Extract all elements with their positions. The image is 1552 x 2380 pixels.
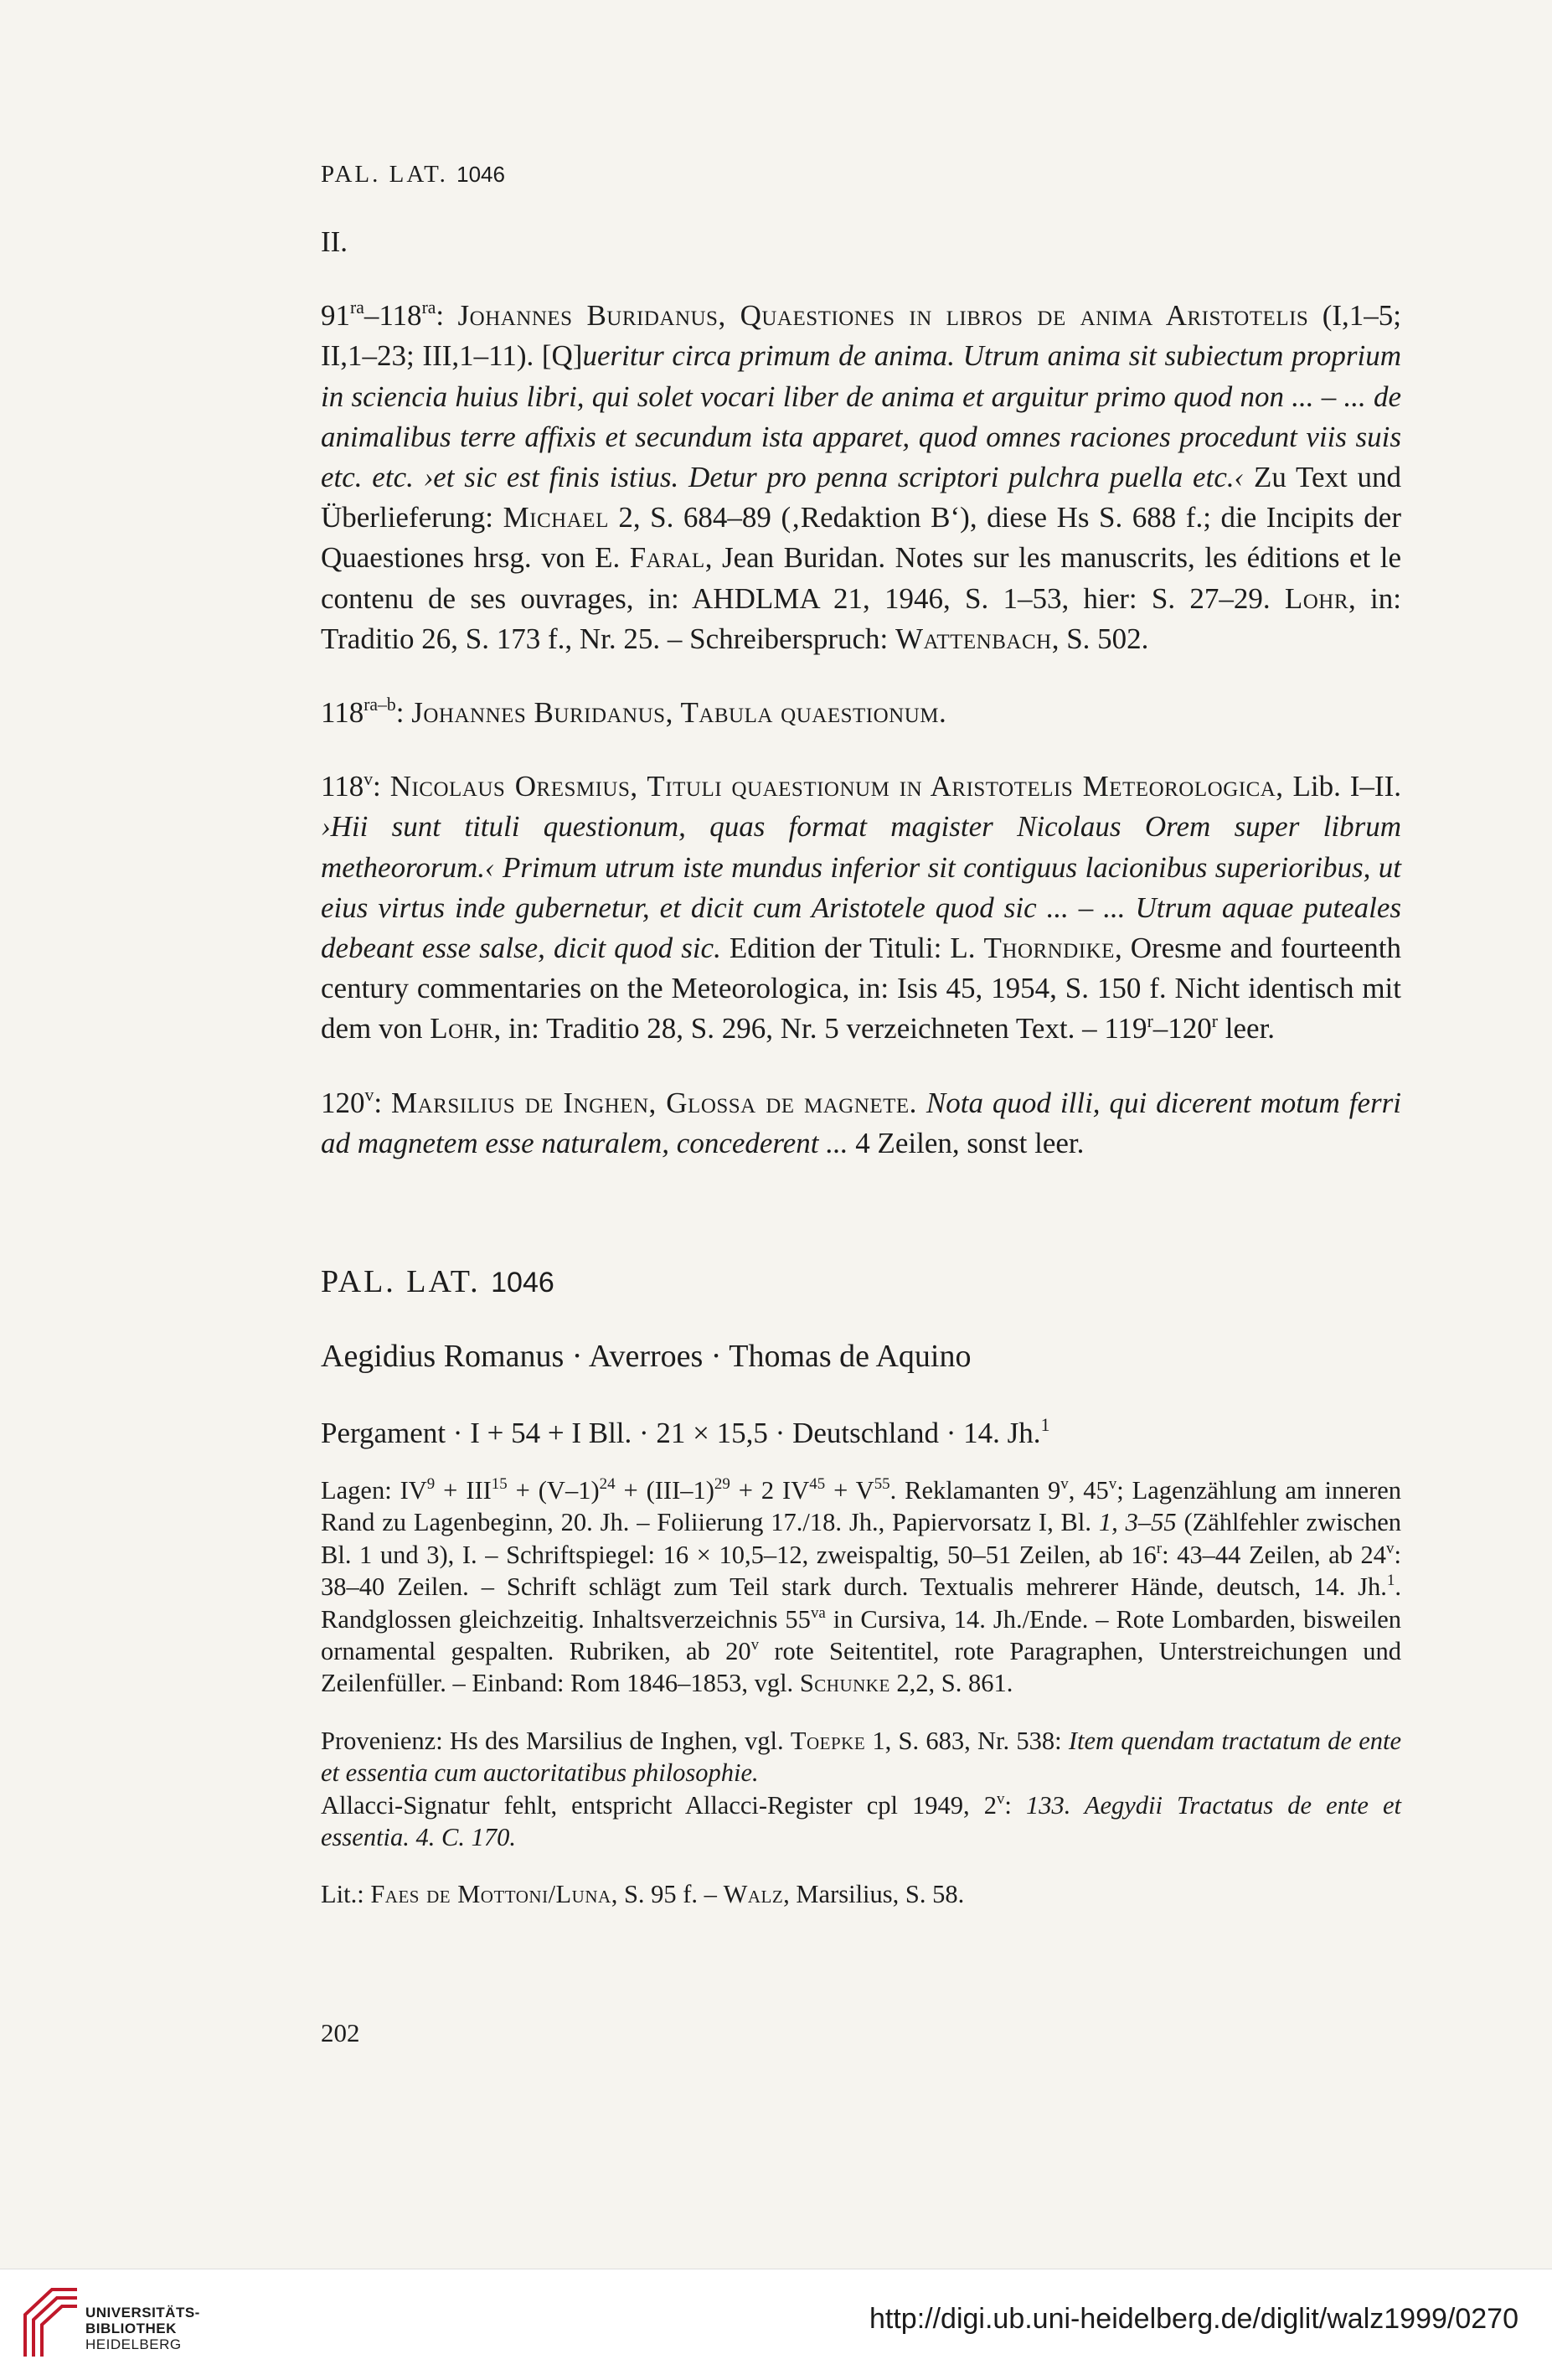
prev-paragraph-1 — [321, 296, 1401, 659]
author-ref: Walz — [723, 1880, 784, 1909]
sup: 55 — [874, 1474, 890, 1493]
text-run: , Jean Buridan. Notes sur les manuscrits, les éditions et le contenu de ses ouvrages, in: AHDLMA 21, 1946, S. 1–53, hier: S. 27–29. — [321, 541, 1401, 615]
italic-run: Item quendam tractatum de ente et essentia cum auctoritatibus philosophie. — [321, 1726, 1402, 1788]
text-run: , S. 502. — [1051, 622, 1149, 655]
author-ref: Thorndike — [983, 932, 1115, 965]
description-block — [321, 1474, 1401, 1911]
roman-numeral: II. — [321, 225, 348, 258]
text-run: , 45 — [1068, 1476, 1109, 1505]
colon: : — [374, 1086, 392, 1119]
physical-description — [321, 1417, 1049, 1450]
text-run: (I,1–5; II,1–23; III,1–11). [Q] — [321, 299, 1401, 373]
sup: 45 — [809, 1474, 826, 1493]
author-ref: Lohr — [430, 1012, 494, 1045]
sup: v — [1386, 1539, 1395, 1557]
provenienz-paragraph — [321, 1725, 1401, 1789]
prev-paragraph-3 — [321, 767, 1401, 1049]
section-heading — [321, 1263, 554, 1300]
folio: 118 — [321, 770, 364, 803]
work-title: Nicolaus Oresmius, Tituli quaestionum in Aristotelis Meteorologica, — [389, 770, 1284, 803]
text-run: + III — [435, 1476, 492, 1505]
text-run: : 43–44 Zeilen, ab 24 — [1162, 1540, 1387, 1569]
prev-paragraph-4 — [321, 1083, 1401, 1164]
allacci-paragraph — [321, 1789, 1401, 1854]
author-ref: Toepke — [790, 1726, 866, 1755]
text-run: 1, S. 683, Nr. 538: — [865, 1726, 1069, 1755]
text-run: + V — [825, 1476, 874, 1505]
incipit-text: Nota quod illi, qui dicerent motum ferri ad magnetem esse naturalem, concederent ... — [321, 1086, 1401, 1159]
text-run: 2, S. 684–89 (‚Redaktion B‘), diese Hs S. 688 f.; die Incipits der Quaestiones hrsg. von E. — [321, 501, 1401, 575]
folio-sup: ra — [421, 297, 436, 318]
library-name — [85, 2305, 200, 2352]
folio: 118 — [321, 696, 364, 730]
text-run: in Cursiva, 14. Jh./Ende. – Rote Lombarden, bisweilen ornamental gespalten. Rubriken, ab 20 — [321, 1604, 1401, 1666]
folio-sup: v — [364, 768, 374, 789]
prev-paragraph-2 — [321, 693, 1401, 733]
author-ref: Michael — [503, 501, 609, 534]
text-run: Zu Text und Überlieferung: — [321, 461, 1401, 534]
text-run: , in: Traditio 28, S. 296, Nr. 5 verzeichneten Text. – 119 — [493, 1012, 1147, 1045]
running-head-number: 1046 — [456, 162, 505, 187]
author-ref: Faes de Mottoni/Luna — [370, 1880, 611, 1909]
footer-bar — [0, 2269, 1552, 2380]
logo-line: BIBLIOTHEK — [85, 2321, 177, 2336]
text-run: Lib. I–II. — [1283, 770, 1401, 803]
authors-line: Aegidius Romanus · Averroes · Thomas de Aquino — [321, 1339, 972, 1374]
sup: 15 — [491, 1474, 508, 1493]
running-head-text: PAL. LAT. — [321, 161, 448, 188]
text-run: . Randglossen gleichzeitig. Inhaltsverzeichnis 55 — [321, 1572, 1401, 1634]
text-run: leer. — [1218, 1012, 1276, 1045]
author-ref: Wattenbach — [895, 622, 1052, 655]
sup: v — [1108, 1474, 1117, 1493]
folio: –118 — [364, 299, 422, 333]
text-run: , in: Traditio 26, S. 173 f., Nr. 25. – Schreiberspruch: — [321, 581, 1401, 655]
colon: : — [436, 299, 458, 333]
colon: : — [373, 770, 390, 803]
sup: va — [810, 1603, 826, 1622]
sup: 9 — [426, 1474, 436, 1493]
sup: 29 — [714, 1474, 730, 1493]
work-title: Johannes Buridanus, Quaestiones in libros de anima Aristotelis — [457, 299, 1309, 333]
text-run: 2,2, S. 861. — [889, 1669, 1013, 1698]
sup: 24 — [599, 1474, 616, 1493]
footnote-marker: 1 — [1040, 1415, 1050, 1436]
text-run: : — [1004, 1790, 1026, 1820]
section-heading-text: PAL. LAT. — [321, 1264, 481, 1299]
folio-sup: r — [1147, 1010, 1153, 1031]
author-ref: Schunke — [799, 1669, 890, 1698]
logo-line: UNIVERSITÄTS- — [85, 2305, 200, 2321]
text-run: ; Lagenzählung am inneren Rand zu Lagenbeginn, 20. Jh. – Foliierung 17./18. Jh., Papiervorsatz I, Bl. — [321, 1476, 1401, 1537]
sup: r — [1156, 1539, 1163, 1557]
lagen-paragraph — [321, 1474, 1401, 1700]
author-ref: Faral — [629, 541, 705, 575]
text-run: , Marsilius, S. 58. — [783, 1880, 965, 1909]
text-run: + 2 IV — [730, 1476, 810, 1505]
italic-run: 133. Aegydii Tractatus de ente et essentia. 4. C. 170. — [321, 1790, 1401, 1852]
work-title: Marsilius de Inghen, Glossa de magnete. — [391, 1086, 917, 1119]
text-run: Lit.: — [321, 1880, 371, 1909]
colon: : — [395, 696, 412, 730]
folio-sup: v — [364, 1084, 374, 1105]
text-run: Provenienz: Hs des Marsilius de Inghen, vgl. — [321, 1726, 791, 1755]
text-run: –120 — [1152, 1012, 1212, 1045]
italic-run: 1, 3–55 — [1098, 1508, 1177, 1537]
folio-sup: r — [1211, 1010, 1219, 1031]
running-head — [321, 161, 505, 188]
text-run: 4 Zeilen, sonst leer. — [848, 1126, 1085, 1159]
text-run: , S. 95 f. – — [611, 1880, 724, 1909]
author-ref: Lohr — [1284, 581, 1349, 615]
sup: v — [1060, 1474, 1069, 1493]
folio-sup: ra — [350, 297, 364, 318]
sup: 1 — [1386, 1572, 1395, 1590]
text-run: (Zählfehler zwischen Bl. 1 und 3), I. – Schriftspiegel: 16 × 10,5–12, zweispaltig, 50–51 Zeilen, ab 16 — [321, 1508, 1401, 1569]
text-run: Lagen: IV — [321, 1476, 427, 1505]
text-run: + (III–1) — [615, 1476, 714, 1505]
logo-line: HEIDELBERG — [85, 2336, 182, 2352]
sup: v — [750, 1635, 760, 1654]
text-run: Allacci-Signatur fehlt, entspricht Allacci-Register cpl 1949, 2 — [321, 1790, 997, 1820]
sup: v — [996, 1789, 1005, 1808]
incipit-text: ueritur circa primum de anima. Utrum anima sit subiectum proprium in sciencia huius libri, qui solet vocari liber de anima et arguitur primo quod non ... – ... de animalibus terre affixis et secundum ista apparet, quod omnes raciones procedunt viis suis etc. etc. ›et sic est finis istius. Detur pro penna scriptori pulchra puella etc.‹ — [321, 339, 1401, 494]
text-run: . Reklamanten 9 — [889, 1476, 1061, 1505]
section-heading-number: 1046 — [491, 1267, 554, 1298]
text-run: : 38–40 Zeilen. – Schrift schlägt zum Teil stark durch. Textualis mehrerer Hände, deutsch, 14. Jh. — [321, 1540, 1401, 1602]
text-run: Edition der Tituli: L. — [720, 932, 984, 965]
prev-entry — [321, 222, 1401, 1164]
folio: 120 — [321, 1086, 365, 1119]
folio-sup: ra–b — [364, 694, 396, 715]
work-title: Johannes Buridanus, Tabula quaestionum. — [411, 696, 947, 730]
physical-text: Pergament · I + 54 + I Bll. · 21 × 15,5 · Deutschland · 14. Jh. — [321, 1417, 1041, 1449]
text-run: rote Seitentitel, rote Paragraphen, Unterstreichungen und Zeilenfüller. – Einband: Rom 1846–1853, vgl. — [321, 1637, 1402, 1698]
page-number: 202 — [321, 2018, 360, 2047]
incipit-text: ›Hii sunt tituli questionum, quas format magister Nicolaus Orem super librum metheororum.‹ Primum utrum iste mundus inferior sit contiguus lacionibus superioribus, ut eius virtus inde gubernetur, et dicit cum Aristotele quod sic ... – ... Utrum aquae puteales debeant esse salse, dicit quod sic. — [321, 810, 1401, 965]
text-run: + (V–1) — [507, 1476, 600, 1505]
lit-paragraph — [321, 1878, 1401, 1910]
folio: 91 — [321, 299, 350, 333]
source-url-link[interactable]: http://digi.ub.uni-heidelberg.de/diglit/walz1999/0270 — [869, 2303, 1518, 2335]
text-run: , Oresme and fourteenth century commentaries on the Meteorologica, in: Isis 45, 1954, S. 150 f. Nicht identisch mit dem von — [321, 932, 1401, 1045]
